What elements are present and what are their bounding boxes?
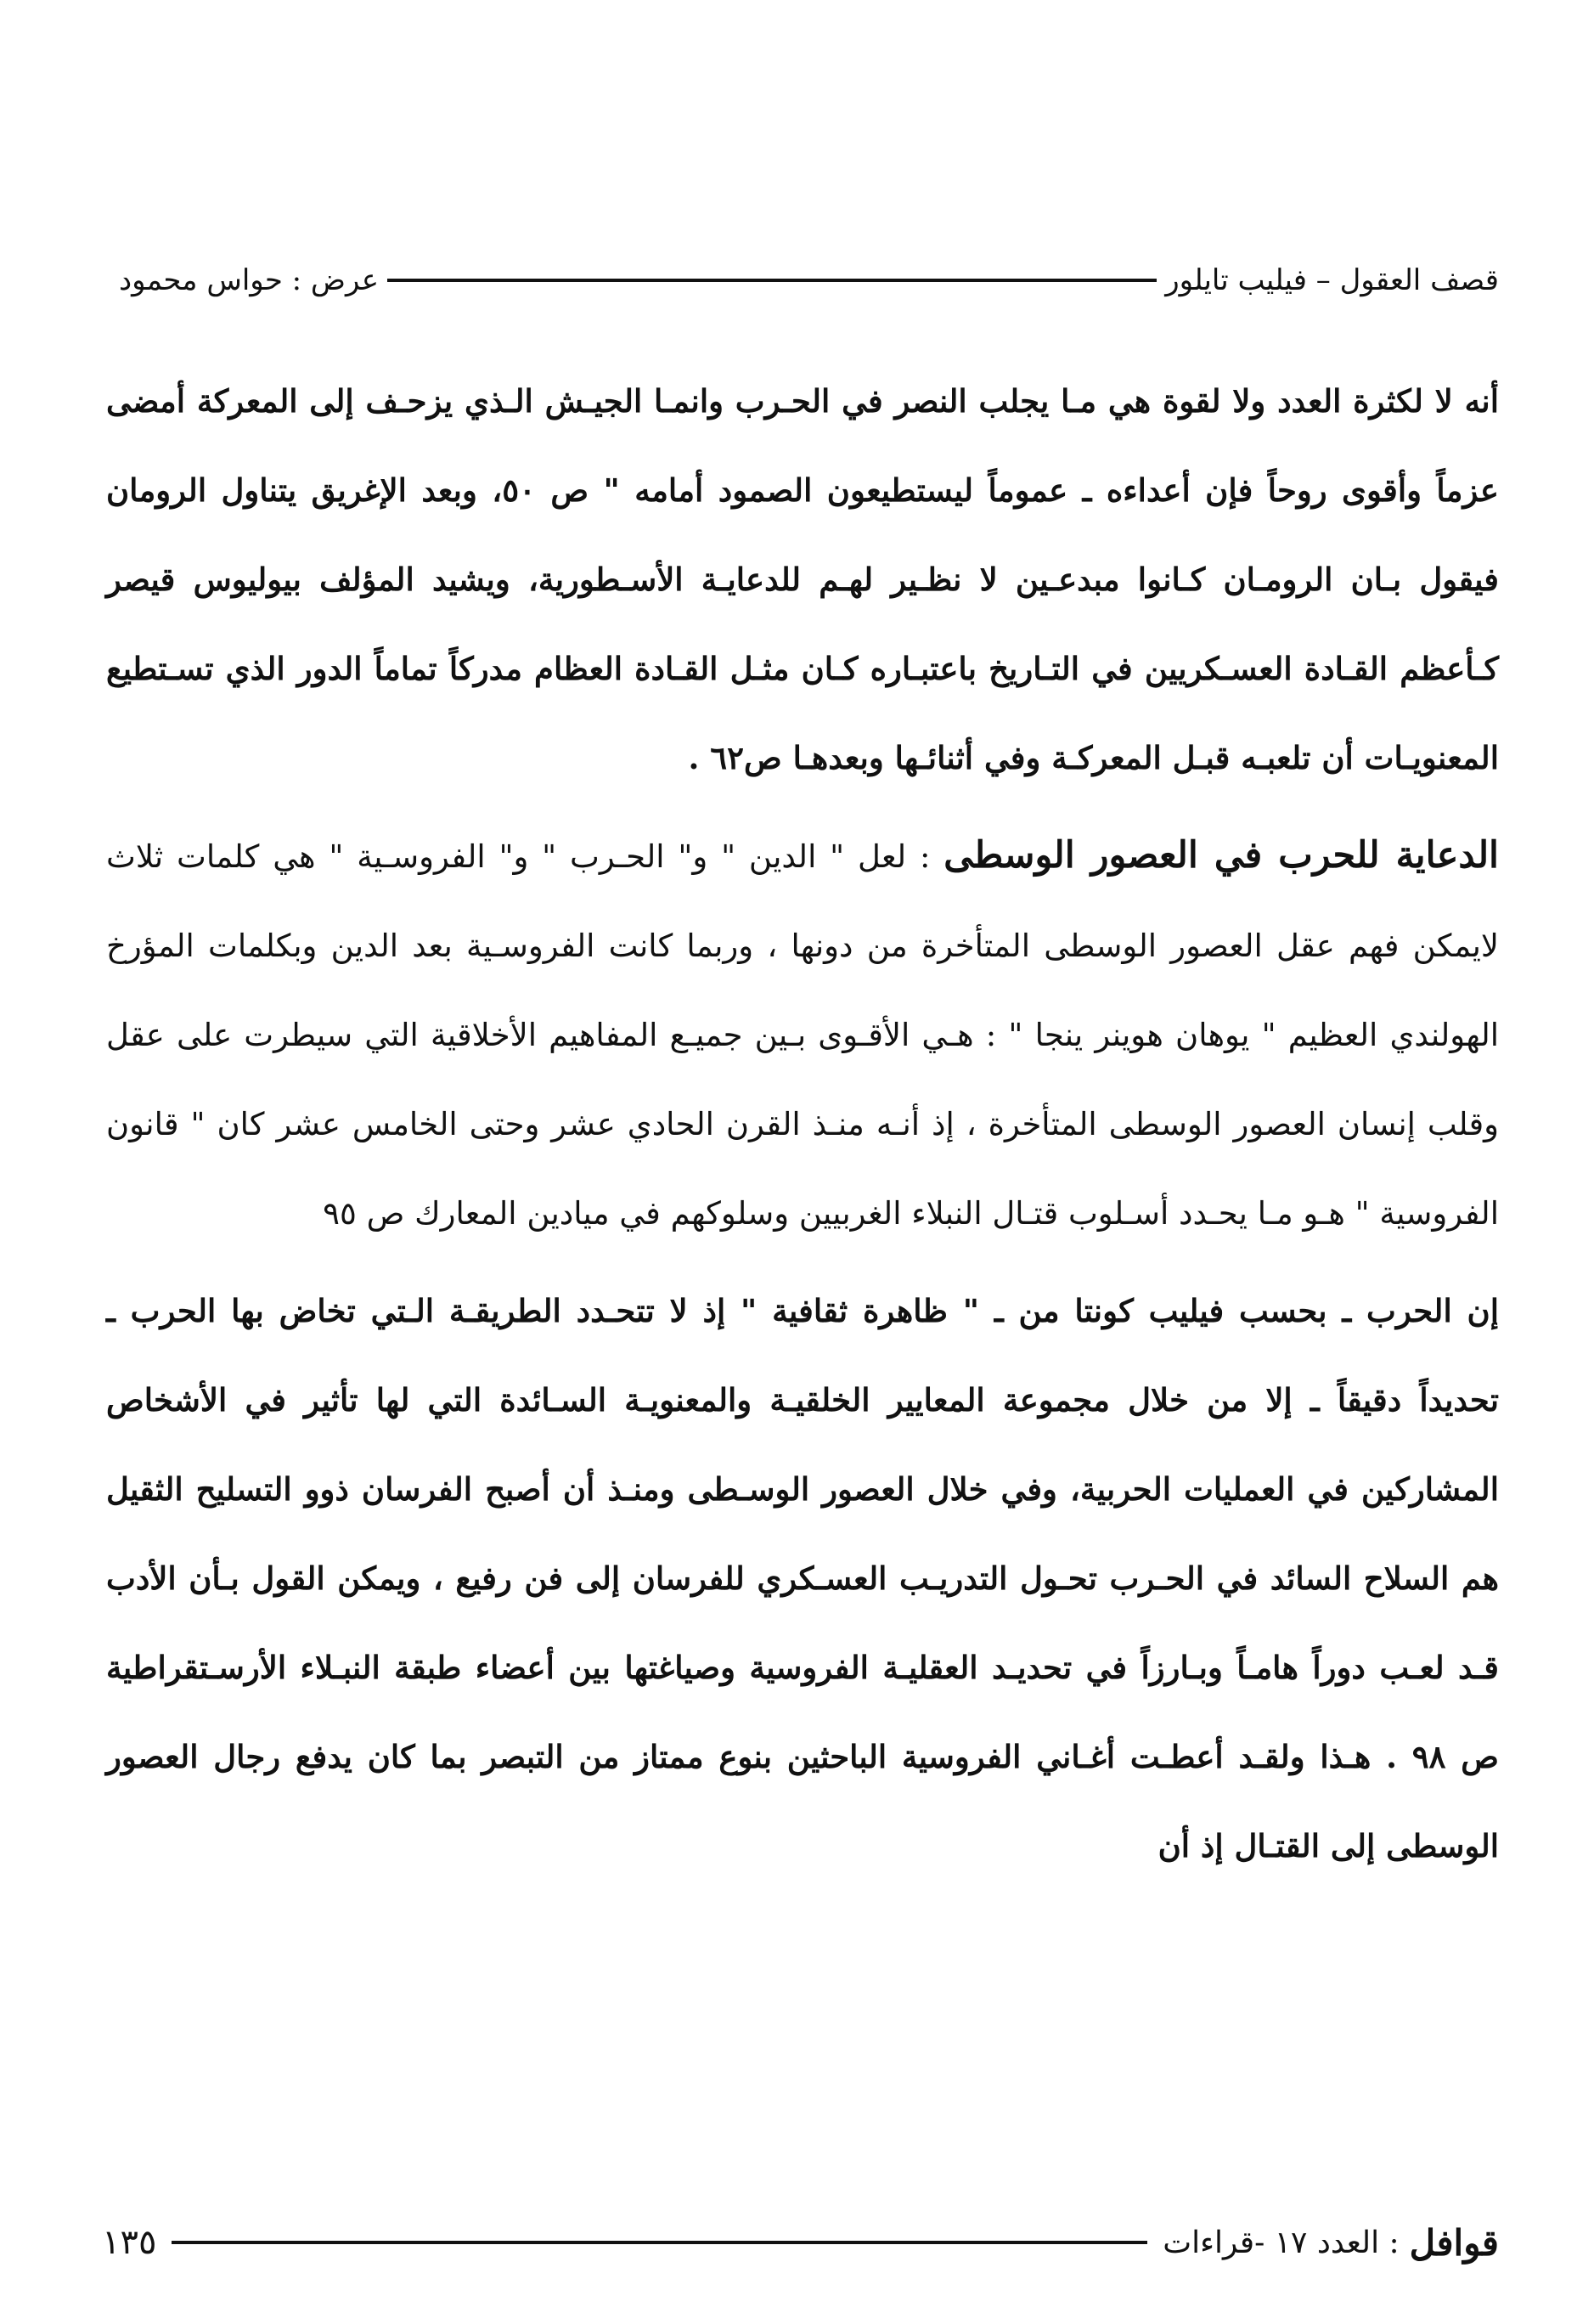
footer-rule (172, 2241, 1147, 2244)
paragraph-2 (106, 811, 1499, 1258)
header-reviewer: عرض : حواس محمود (119, 263, 380, 297)
paragraph-1: أنه لا لكثرة العدد ولا لقوة هي مـا يجلب النصر في الحـرب وانمـا الجيـش الـذي يزحـف إلى المعركة أمضى عزماً وأقوى روحاً فإن أعداءه ـ عموماً ليستطيعون الصمود أمامه " ص ٥٠، وبعد الإغريق يتناول الرومان فيقول بـان الرومـان كـانوا مبدعـين لا نظـير لهـم للدعايـة الأسـطورية، ويشيد المؤلف بيوليوس قيصر كـأعظم القـادة العسـكريين في التـاريخ باعتبـاره كـان مثـل القـادة العظام مدركاً تماماً الدور الذي تسـتطيع المعنويـات أن تلعبـه قبـل المعركـة وفي أثنائـها وبعدهـا ص٦٢ . (106, 382, 1499, 776)
section-heading: الدعاية للحرب في العصور الوسطى (943, 834, 1499, 877)
footer-issue: : العدد ١٧ -قراءات (1163, 2225, 1400, 2260)
header-rule (387, 279, 1157, 282)
paragraph-3: إن الحرب ـ بحسب فيليب كونتا من ـ " ظاهرة ثقافية " إذ لا تتحـدد الطريقـة الـتي تخاض بها الحرب ـ تحديداً دقيقاً ـ إلا من خلال مجموعة المعايير الخلقيـة والمعنويـة السـائدة التي لها تأثير في الأشخاص المشاركين في العمليات الحربية، وفي خلال العصور الوسـطى ومنـذ أن أصبح الفرسان ذوو التسليح الثقيل هم السلاح السائد في الحـرب تحـول التدريـب العسـكري للفرسان إلى فن رفيع ، ويمكن القول بـأن الأدب قـد لعـب دوراً هامـاً وبـارزاً في تحديـد العقليـة الفروسية وصياغتها بين أعضاء طبقة النبـلاء الأرسـتقراطية ص ٩٨ . هـذا ولقـد أعطـت أغـاني الفروسية الباحثين بنوع ممتاز من التبصر بما كان يدفع رجال العصور الوسطى إلى القتـال إذ أن (106, 1292, 1499, 1864)
running-header (119, 255, 1499, 306)
footer-journal-name: قوافل (1409, 2221, 1499, 2264)
header-book-title: قصف العقول – فيليب تايلور (1165, 263, 1499, 297)
article-body (106, 357, 1499, 1891)
running-footer (102, 2213, 1499, 2272)
page-number: ١٣٥ (102, 2223, 157, 2262)
paragraph-2-text: : لعل " الدين " و" الحـرب " و" الفروسـية " هي كلمات ثلاث لايمكن فهم عقل العصور الوسطى المتأخرة من دونها ، وربما كانت الفروسـية بعد الدين وبكلمات المؤرخ الهولندي العظيم " يوهان هوينر ينجا " : هـي الأقـوى بـين جميـع المفاهيم الأخلاقية التي سيطرت على عقل وقلب إنسان العصور الوسطى المتأخرة ، إذ أنـه منـذ القرن الحادي عشر وحتى الخامس عشر كان " قانون الفروسية " هـو مـا يحـدد أسـلوب قتـال النبلاء الغربيين وسلوكهم في ميادين المعارك ص ٩٥ (106, 838, 1499, 1232)
